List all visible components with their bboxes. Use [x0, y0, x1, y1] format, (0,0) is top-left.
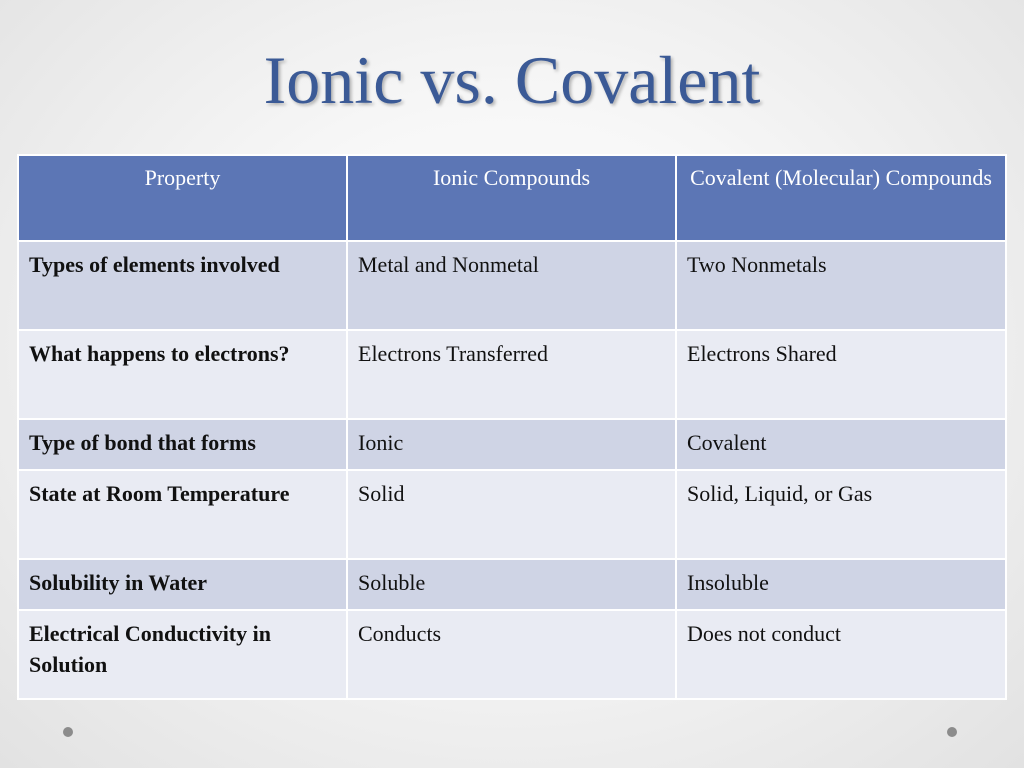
table-row — [18, 559, 1006, 610]
table-row — [18, 470, 1006, 559]
table-row — [18, 330, 1006, 419]
comparison-table-container — [17, 154, 1005, 700]
row-ionic-value: Ionic — [347, 419, 676, 470]
row-covalent-value: Covalent — [676, 419, 1006, 470]
header-property: Property — [18, 155, 347, 241]
row-ionic-value: Metal and Nonmetal — [347, 241, 676, 330]
decorative-dot-right — [947, 727, 957, 737]
row-ionic-value: Electrons Transferred — [347, 330, 676, 419]
header-ionic: Ionic Compounds — [347, 155, 676, 241]
decorative-dot-left — [63, 727, 73, 737]
row-covalent-value: Two Nonmetals — [676, 241, 1006, 330]
comparison-table — [17, 154, 1007, 700]
row-property: Type of bond that forms — [18, 419, 347, 470]
row-property: Solubility in Water — [18, 559, 347, 610]
row-ionic-value: Conducts — [347, 610, 676, 699]
row-property: Types of elements involved — [18, 241, 347, 330]
table-row — [18, 419, 1006, 470]
header-covalent: Covalent (Molecular) Compounds — [676, 155, 1006, 241]
row-property: Electrical Conductivity in Solution — [18, 610, 347, 699]
table-row — [18, 241, 1006, 330]
row-covalent-value: Solid, Liquid, or Gas — [676, 470, 1006, 559]
table-row — [18, 610, 1006, 699]
row-ionic-value: Soluble — [347, 559, 676, 610]
row-ionic-value: Solid — [347, 470, 676, 559]
table-header-row — [18, 155, 1006, 241]
row-property: State at Room Temperature — [18, 470, 347, 559]
row-covalent-value: Insoluble — [676, 559, 1006, 610]
row-covalent-value: Does not conduct — [676, 610, 1006, 699]
slide-title: Ionic vs. Covalent — [263, 42, 761, 118]
row-covalent-value: Electrons Shared — [676, 330, 1006, 419]
row-property: What happens to electrons? — [18, 330, 347, 419]
